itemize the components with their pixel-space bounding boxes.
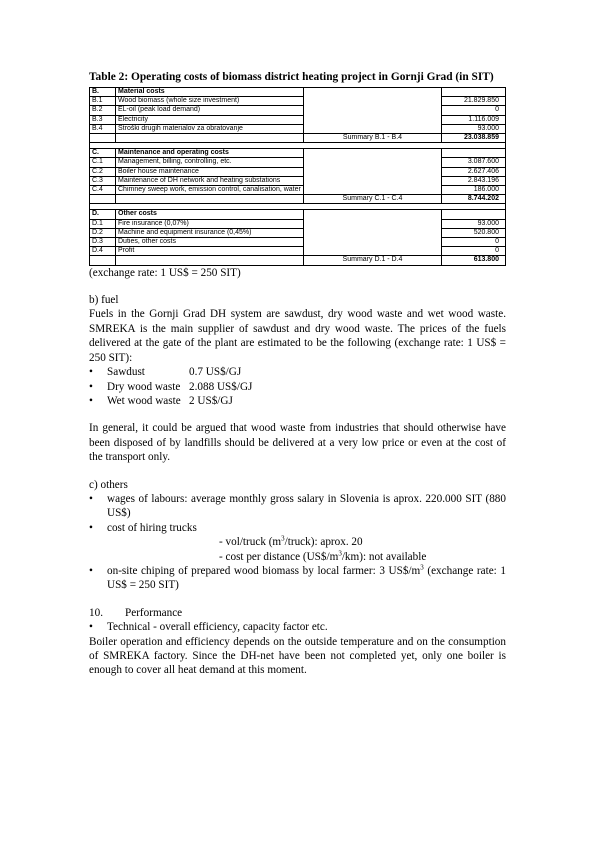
row-code: D.2 [90,228,116,237]
fuel-intro-paragraph: Fuels in the Gornji Grad DH system are sawdust, dry wood waste and wet wood waste. SMREKA is the main supplier of sawdust and dry wood waste. The prices of the fuels delivered at the gate of the plant are estimated to be the following (exchange rate: 1 US$ = 250 SIT): [89,308,506,364]
row-code: B.1 [90,97,116,106]
table-cell [116,195,304,204]
row-label: EL-oil (peak load demand) [116,106,304,115]
fuel-price: 2 US$/GJ [189,394,233,407]
row-label: Profit [116,247,304,256]
row-label: Maintenance of DH network and heating substations [116,176,304,185]
row-value: 2.627.406 [442,167,506,176]
truck-volume-text: - vol/truck (m [219,536,282,549]
row-value: 3.087.600 [442,158,506,167]
row-value: 0 [442,247,506,256]
performance-bullet-text: Technical - overall efficiency, capacity factor etc. [107,621,328,634]
bullet-icon: • [89,621,93,634]
summary-value: 23.038.859 [442,134,506,143]
summary-value: 613.800 [442,256,506,265]
section-code: C. [90,149,116,158]
section-heading-performance [89,606,506,620]
table-spacer-cell [304,88,442,134]
row-code: D.1 [90,219,116,228]
row-label: Machine and equipment insurance (0,45%) [116,228,304,237]
row-code: B.2 [90,106,116,115]
truck-cost-line [107,550,506,564]
section-heading-others: c) others [89,478,128,491]
others-list [89,492,506,593]
fuel-price-list [89,365,506,408]
row-value: 1.116.009 [442,115,506,124]
bullet-icon: • [89,380,93,393]
table-cell [116,256,304,265]
row-code: C.3 [90,176,116,185]
summary-label: Summary C.1 - C.4 [304,195,442,204]
spacer [89,280,506,293]
truck-volume-text: /truck): aprox. 20 [284,536,363,549]
list-item [89,564,506,593]
trucks-label: cost of hiring trucks [107,521,197,534]
row-label: Management, billing, controlling, etc. [116,158,304,167]
table-row [90,158,506,167]
fuel-price: 2.088 US$/GJ [189,380,253,393]
list-item [89,365,506,379]
bullet-icon: • [89,564,93,577]
section-title: Material costs [116,88,304,97]
table-row [90,186,506,195]
section-title: Other costs [116,210,304,219]
table-row [90,219,506,228]
table-row [90,228,506,237]
row-label: Chimney sweep work, emission control, canalisation, water [116,186,304,195]
truck-cost-text: /km): not available [341,550,427,563]
bullet-icon: • [89,366,93,379]
bullet-icon: • [89,521,93,534]
row-code: C.4 [90,186,116,195]
row-code: C.2 [90,167,116,176]
list-item [89,620,506,634]
list-item [89,380,506,394]
row-label: Duties, other costs [116,238,304,247]
operating-costs-table [89,87,506,266]
row-value: 0 [442,106,506,115]
superscript: 3 [420,563,424,572]
wages-text: wages of labours: average monthly gross salary in Slovenia is aprox. 220.000 SIT (880 US$) [107,492,506,520]
row-code: B.4 [90,124,116,133]
row-value: 0 [442,238,506,247]
list-item [89,492,506,521]
section-header-row [90,210,506,219]
list-item [89,521,506,564]
bullet-icon: • [89,492,93,505]
section-heading-fuel: b) fuel [89,294,119,307]
row-label: Electricity [116,115,304,124]
spacer [89,408,506,421]
summary-row [90,134,506,143]
summary-value: 8.744.202 [442,195,506,204]
superscript: 3 [338,548,342,557]
summary-label: Summary B.1 - B.4 [304,134,442,143]
table-row [90,115,506,124]
row-label: Stroški drugih materialov za obratovanje [116,124,304,133]
performance-list [89,620,506,634]
summary-label: Summary D.1 - D.4 [304,256,442,265]
table-row [90,238,506,247]
fuel-price: 0.7 US$/GJ [189,366,242,379]
fuel-name: Wet wood waste [107,394,181,407]
table-row [90,176,506,185]
table-row [90,97,506,106]
section-title: Performance [125,606,183,619]
row-code: D.3 [90,238,116,247]
list-item [89,394,506,408]
section-number: 10. [89,606,103,619]
fuel-note-paragraph: In general, it could be argued that wood waste from industries that should otherwise have been disposed of by landfills should be delivered at a very low price or even at the cost of the transport only. [89,422,506,464]
fuel-name: Dry wood waste [107,380,181,393]
table-cell [442,88,506,97]
row-code: D.4 [90,247,116,256]
row-value: 93.000 [442,219,506,228]
summary-row [90,256,506,265]
body-text [89,266,506,678]
truck-volume-line [107,535,506,549]
section-title: Maintenance and operating costs [116,149,304,158]
fuel-name: Sawdust [107,366,145,379]
table-caption: Table 2: Operating costs of biomass district heating project in Gornji Grad (in SIT) [89,71,494,83]
truck-cost-text: - cost per distance (US$/m [219,550,339,563]
summary-row [90,195,506,204]
table-row [90,167,506,176]
row-value: 21.829.850 [442,97,506,106]
exchange-rate-note: (exchange rate: 1 US$ = 250 SIT) [89,266,241,279]
row-value: 93.000 [442,124,506,133]
section-code: B. [90,88,116,97]
table-cell [442,149,506,158]
row-value: 186.000 [442,186,506,195]
table-cell [90,134,116,143]
row-code: B.3 [90,115,116,124]
bullet-icon: • [89,394,93,407]
row-code: C.1 [90,158,116,167]
section-header-row [90,149,506,158]
row-label: Boiler house maintenance [116,167,304,176]
chipping-text: (exchange rate: 1 US$ = 250 SIT) [107,564,506,592]
performance-paragraph: Boiler operation and efficiency depends on the outside temperature and on the consumption of SMREKA factory. Since the DH-net have been not completed yet, only one boiler is enough to cover all heat demand at this moment. [89,635,506,677]
row-value: 520.800 [442,228,506,237]
table-cell [90,256,116,265]
table-cell [90,195,116,204]
table-row [90,247,506,256]
table-cell [116,134,304,143]
superscript: 3 [281,534,285,543]
spacer [89,593,506,606]
table-row [90,124,506,133]
table-spacer-cell [304,210,442,256]
table-row [90,106,506,115]
table-spacer-cell [304,149,442,195]
chipping-text: on-site chiping of prepared wood biomass by local farmer: 3 US$/m [107,564,421,577]
row-value: 2.843.196 [442,176,506,185]
row-label: Fire insurance (0,07%) [116,219,304,228]
row-label: Wood biomass (whole size investment) [116,97,304,106]
document-page [89,70,506,678]
table-cell [442,210,506,219]
spacer [89,465,506,478]
section-code: D. [90,210,116,219]
section-header-row [90,88,506,97]
